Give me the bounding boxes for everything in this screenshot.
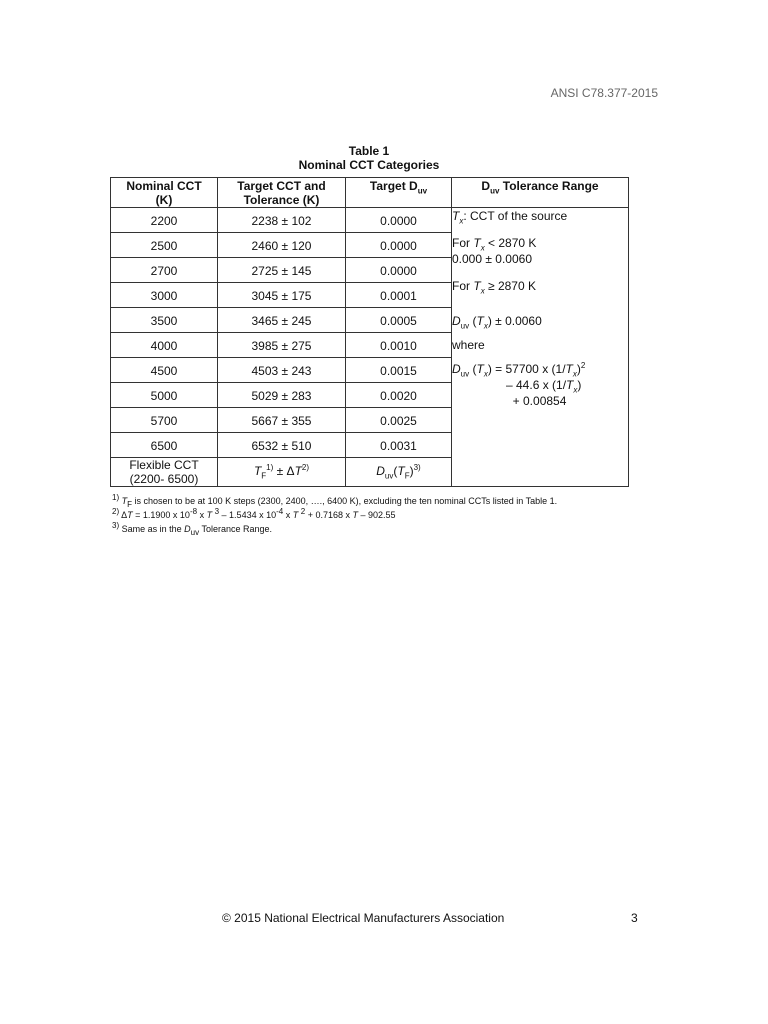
- cell-target-flexible: $T_F^{1)} \pm \Delta T^{2)}$: [218, 458, 346, 487]
- table-row: [111, 208, 629, 233]
- cell-duv: 0.0000: [346, 258, 452, 283]
- cell-nominal: 3500: [111, 308, 218, 333]
- col-header-target-cct: Target CCT and Tolerance (K): [218, 178, 346, 208]
- table-header-row: [111, 178, 629, 208]
- cct-table: [110, 177, 629, 487]
- col-header-target-duv: Target $D_{uv}$: [346, 178, 452, 208]
- cell-duv: 0.0025: [346, 408, 452, 433]
- footnote-1: $^{1)}$ $T_F$ is chosen to be at 100 K steps (2300, 2400, …., 6400 K), excluding the ten nominal CCTs listed in Table 1.: [112, 493, 558, 509]
- cell-duv: 0.0001: [346, 283, 452, 308]
- cell-target: 2725 ± 145: [218, 258, 346, 283]
- cell-target: 3045 ± 175: [218, 283, 346, 308]
- range-line-3: 0.000 ± 0.0060: [452, 252, 532, 266]
- cell-target: 3985 ± 275: [218, 333, 346, 358]
- duv-tolerance-range-cell: [452, 208, 629, 487]
- cell-target: 5667 ± 355: [218, 408, 346, 433]
- range-line-2: For $T_x < 2870$ K: [452, 236, 537, 253]
- document-id: ANSI C78.377-2015: [550, 86, 658, 100]
- cell-target: 5029 ± 283: [218, 383, 346, 408]
- page-number: 3: [631, 911, 638, 925]
- cell-nominal: 5700: [111, 408, 218, 433]
- cell-nominal-flexible: [111, 458, 218, 487]
- range-line-6: where: [452, 338, 485, 352]
- range-line-1: $T_x$: CCT of the source: [452, 209, 568, 226]
- cell-target: 2238 ± 102: [218, 208, 346, 233]
- table-label: Table 1: [348, 144, 390, 158]
- cell-target: 4503 ± 243: [218, 358, 346, 383]
- table-title: Nominal CCT Categories: [298, 158, 440, 172]
- cell-duv: 0.0000: [346, 233, 452, 258]
- cell-nominal: 2200: [111, 208, 218, 233]
- range-line-4: For $T_x \ge 2870$ K: [452, 279, 536, 296]
- cell-duv: 0.0031: [346, 433, 452, 458]
- range-line-8: – 44.6 x $(1/T_x)$: [506, 378, 582, 395]
- cell-nominal: 2700: [111, 258, 218, 283]
- footnote-2: $^{2)}$ ΔT = 1.1900 x $10^{-8}$ x T $^3$ – 1.5434 x $10^{-4}$ x T $^2$ + 0.7168 x T – 902.55: [112, 507, 396, 520]
- footer-copyright: © 2015 National Electrical Manufacturers Association: [222, 911, 505, 925]
- range-line-5: $D_{uv}$ $(T_x) \pm 0.0060$: [452, 314, 542, 331]
- col-header-duv-range: $D_{uv}$ Tolerance Range: [452, 178, 629, 208]
- cell-target: 3465 ± 245: [218, 308, 346, 333]
- range-line-9: + 0.00854: [506, 394, 567, 408]
- col-header-nominal-cct: Nominal CCT (K): [111, 178, 218, 208]
- table-footnotes: [112, 494, 557, 536]
- cell-duv: 0.0015: [346, 358, 452, 383]
- table-caption: [110, 144, 628, 172]
- cell-nominal: 4000: [111, 333, 218, 358]
- cell-duv-flexible: $D_{uv}(T_F)^{3)}$: [346, 458, 452, 487]
- cell-nominal: 2500: [111, 233, 218, 258]
- cell-target: 2460 ± 120: [218, 233, 346, 258]
- cell-nominal: 4500: [111, 358, 218, 383]
- cell-nominal: 6500: [111, 433, 218, 458]
- cell-duv: 0.0020: [346, 383, 452, 408]
- cell-duv: 0.0000: [346, 208, 452, 233]
- footnote-3: $^{3)}$ Same as in the $D_{uv}$ Tolerance Range.: [112, 521, 273, 537]
- cell-nominal: 3000: [111, 283, 218, 308]
- flexible-label: Flexible CCT: [129, 458, 199, 472]
- cell-target: 6532 ± 510: [218, 433, 346, 458]
- flexible-range: (2200- 6500): [129, 472, 199, 486]
- cell-duv: 0.0005: [346, 308, 452, 333]
- cell-nominal: 5000: [111, 383, 218, 408]
- range-line-7: $D_{uv}$ $(T_x) = 57700$ x $(1/T_x)^2$: [452, 361, 586, 379]
- cell-duv: 0.0010: [346, 333, 452, 358]
